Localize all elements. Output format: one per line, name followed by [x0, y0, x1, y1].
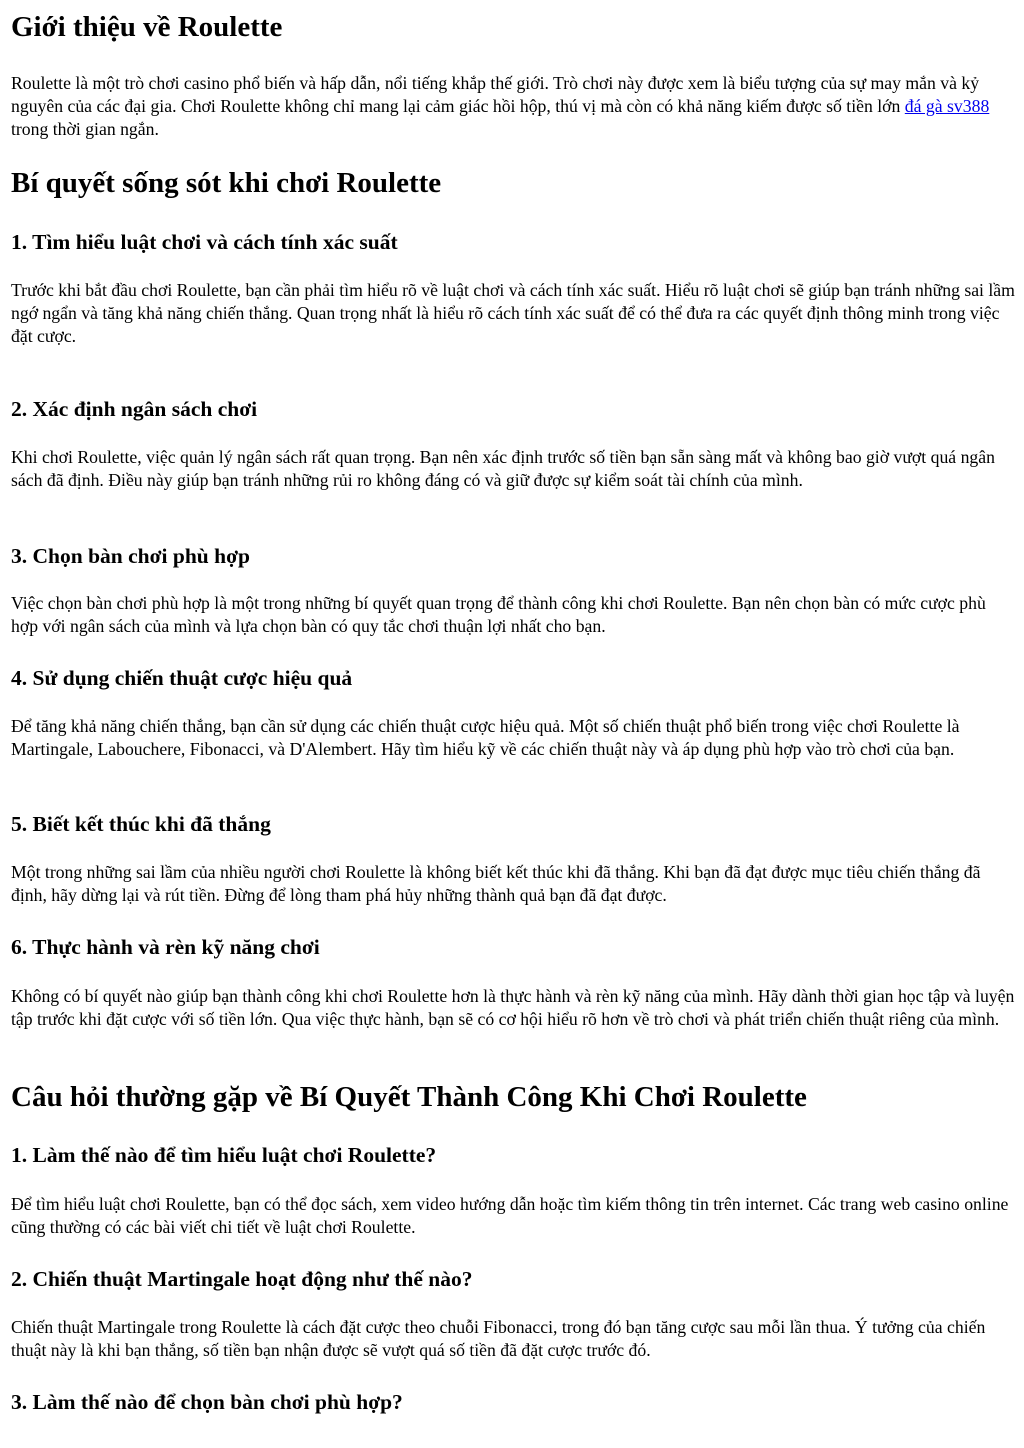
intro-text-before-link: Roulette là một trò chơi casino phổ biến và hấp dẫn, nổi tiếng khắp thế giới. Trò chơi này được xem là biểu tượng của sự may mắn và kỷ nguyên của các đại gia. Chơi Roulette không chỉ mang lại cảm giác hồi hộp, thú vị mà còn có khả năng kiếm được số tiền lớn — [11, 73, 980, 117]
tip-4-body: Để tăng khả năng chiến thắng, bạn cần sử dụng các chiến thuật cược hiệu quả. Một số chiến thuật phổ biến trong việc chơi Roulette là Martingale, Labouchere, Fibonacci, và D'Alembert. Hãy tìm hiểu kỹ về các chiến thuật này và áp dụng phù hợp vào trò chơi của bạn. — [11, 716, 960, 760]
intro-heading: Giới thiệu về Roulette — [11, 11, 283, 43]
sv388-link[interactable]: đá gà sv388 — [904, 96, 990, 117]
tip-2-body: Khi chơi Roulette, việc quản lý ngân sách rất quan trọng. Bạn nên xác định trước số tiền bạn sẵn sàng mất và không bao giờ vượt quá ngân sách đã định. Điều này giúp bạn tránh những rủi ro không đáng có và giữ được sự kiểm soát tài chính của mình. — [11, 447, 995, 491]
tip-3-title: 3. Chọn bàn chơi phù hợp — [11, 544, 250, 568]
tip-2-title: 2. Xác định ngân sách chơi — [11, 397, 258, 421]
faq-1-answer: Để tìm hiểu luật chơi Roulette, bạn có thể đọc sách, xem video hướng dẫn hoặc tìm kiếm thông tin trên internet. Các trang web casino online cũng thường có các bài viết chi tiết về luật chơi Roulette. — [11, 1194, 1009, 1238]
intro-text-after-link: trong thời gian ngắn. — [11, 119, 159, 140]
faq-heading: Câu hỏi thường gặp về Bí Quyết Thành Công Khi Chơi Roulette — [11, 1081, 807, 1113]
tip-3-body: Việc chọn bàn chơi phù hợp là một trong những bí quyết quan trọng để thành công khi chơi Roulette. Bạn nên chọn bàn có mức cược phù hợp với ngân sách của mình và lựa chọn bàn có quy tắc chơi thuận lợi nhất cho bạn. — [11, 593, 986, 637]
intro-paragraph — [11, 72, 1015, 142]
tip-6-body: Không có bí quyết nào giúp bạn thành công khi chơi Roulette hơn là thực hành và rèn kỹ năng của mình. Hãy dành thời gian học tập và luyện tập trước khi đặt cược với số tiền lớn. Qua việc thực hành, bạn sẽ có cơ hội hiểu rõ hơn về trò chơi và phát triển chiến thuật riêng của mình. — [11, 986, 1015, 1030]
tip-1-title: 1. Tìm hiểu luật chơi và cách tính xác suất — [11, 230, 398, 254]
tip-1-body: Trước khi bắt đầu chơi Roulette, bạn cần phải tìm hiểu rõ về luật chơi và cách tính xác suất. Hiểu rõ luật chơi sẽ giúp bạn tránh những sai lầm ngớ ngẩn và tăng khả năng chiến thắng. Quan trọng nhất là hiểu rõ cách tính xác suất để có thể đưa ra các quyết định thông minh trong việc đặt cược. — [11, 280, 1015, 347]
faq-1-question: 1. Làm thế nào để tìm hiểu luật chơi Roulette? — [11, 1143, 437, 1167]
tip-6-title: 6. Thực hành và rèn kỹ năng chơi — [11, 935, 320, 959]
faq-3-question: 3. Làm thế nào để chọn bàn chơi phù hợp? — [11, 1390, 403, 1414]
tips-heading: Bí quyết sống sót khi chơi Roulette — [11, 167, 442, 199]
faq-2-question: 2. Chiến thuật Martingale hoạt động như thế nào? — [11, 1267, 473, 1291]
faq-2-answer: Chiến thuật Martingale trong Roulette là cách đặt cược theo chuỗi Fibonacci, trong đó bạn tăng cược sau mỗi lần thua. Ý tưởng của chiến thuật này là khi bạn thắng, số tiền bạn nhận được sẽ vượt quá số tiền đã đặt cược trước đó. — [11, 1317, 986, 1361]
tip-5-body: Một trong những sai lầm của nhiều người chơi Roulette là không biết kết thúc khi đã thắng. Khi bạn đã đạt được mục tiêu chiến thắng đã định, hãy dừng lại và rút tiền. Đừng để lòng tham phá hủy những thành quả bạn đã đạt được. — [11, 862, 981, 906]
tip-5-title: 5. Biết kết thúc khi đã thắng — [11, 812, 271, 836]
tip-4-title: 4. Sử dụng chiến thuật cược hiệu quả — [11, 666, 353, 690]
